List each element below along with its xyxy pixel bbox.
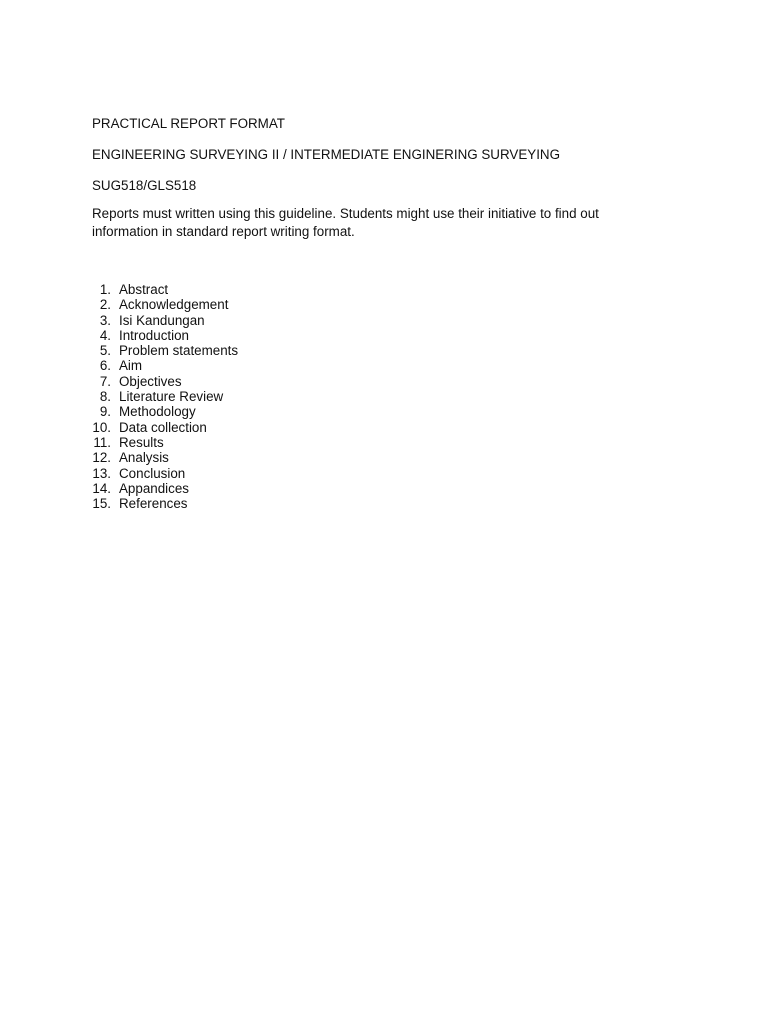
list-item-number: 4.	[99, 327, 111, 343]
report-sections-list	[92, 282, 239, 512]
list-item-label: Abstract	[119, 282, 169, 297]
list-item-label: Problem statements	[119, 343, 239, 359]
list-item-label: Analysis	[119, 450, 169, 466]
list-item-number: 10.	[92, 419, 111, 435]
list-item-label: Data collection	[119, 419, 207, 435]
list-item-number: 5.	[99, 343, 111, 359]
course-code: SUG518/GLS518	[92, 178, 197, 193]
list-item-label: Methodology	[119, 404, 196, 420]
list-item-label: Results	[119, 434, 164, 450]
list-item-number: 6.	[99, 358, 111, 374]
list-item-label: References	[119, 496, 188, 512]
list-item	[92, 465, 186, 481]
list-item-label: Appandices	[119, 480, 189, 496]
list-item	[92, 358, 143, 374]
list-item-number: 3.	[99, 312, 111, 328]
list-item	[92, 297, 229, 313]
list-item-number: 11.	[93, 434, 111, 450]
course-title: ENGINEERING SURVEYING II / INTERMEDIATE ENGINERING SURVEYING	[92, 147, 561, 162]
list-item	[92, 282, 169, 297]
list-item-label: Aim	[119, 358, 143, 374]
list-item-number: 8.	[99, 389, 111, 405]
list-item	[92, 312, 205, 328]
list-item-number: 12.	[92, 450, 111, 466]
list-item	[92, 480, 189, 496]
list-item-label: Conclusion	[119, 465, 186, 481]
document-body	[92, 115, 652, 241]
list-item-label: Objectives	[119, 373, 182, 389]
list-item	[92, 327, 189, 343]
list-item-number: 9.	[99, 404, 111, 420]
list-item	[92, 434, 164, 450]
list-item-label: Isi Kandungan	[119, 312, 205, 328]
list-item	[92, 343, 239, 359]
list-item-number: 15.	[92, 496, 111, 512]
list-item-number: 2.	[99, 297, 111, 313]
list-item-label: Acknowledgement	[119, 297, 229, 313]
list-item-label: Literature Review	[119, 389, 224, 405]
list-item	[92, 450, 169, 466]
list-item	[92, 404, 196, 420]
list-item	[92, 496, 188, 512]
list-item-label: Introduction	[119, 327, 189, 343]
list-item	[92, 373, 182, 389]
list-item-number: 7.	[99, 373, 111, 389]
document-title: PRACTICAL REPORT FORMAT	[92, 116, 285, 131]
list-item-number: 13.	[92, 465, 111, 481]
list-item	[92, 419, 207, 435]
list-item	[92, 389, 224, 405]
intro-paragraph: Reports must written using this guideline. Students might use their initiative to find out information in standard report writing format.	[92, 206, 599, 239]
list-item-number: 14.	[92, 480, 111, 496]
list-item-number: 1.	[99, 282, 111, 297]
